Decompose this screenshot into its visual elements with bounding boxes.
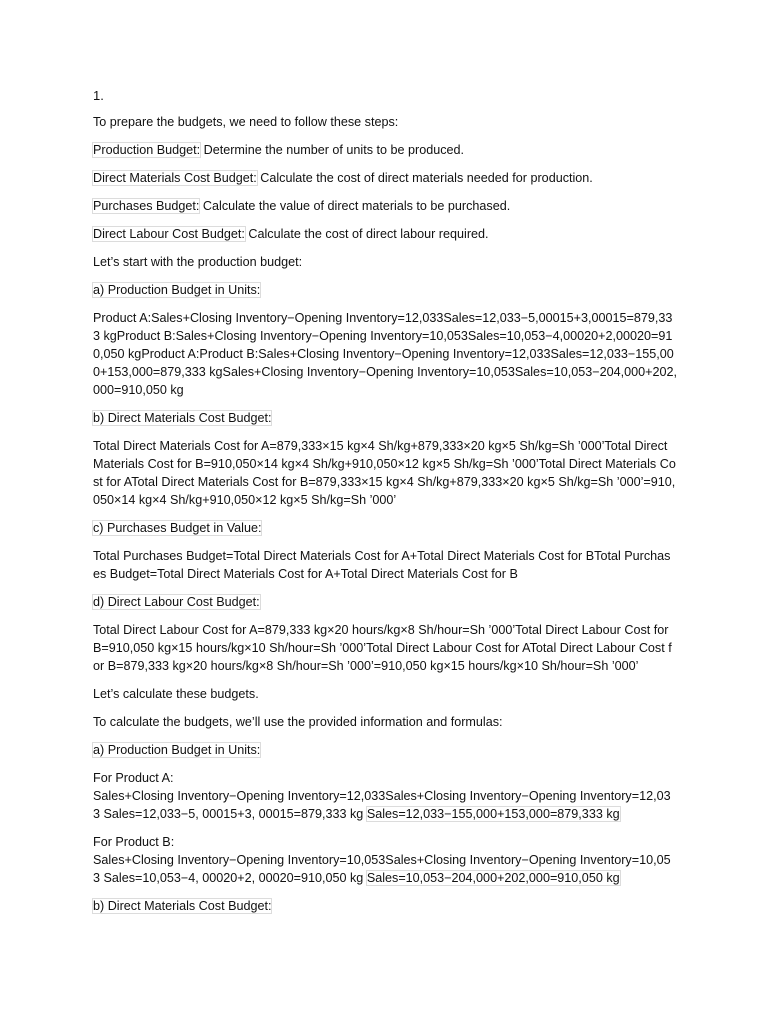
step-label: Direct Labour Cost Budget: [93, 227, 245, 241]
step-label: Purchases Budget: [93, 199, 200, 213]
product-b-label: For Product B: [93, 835, 175, 849]
calc-line: Let’s calculate these budgets. [93, 687, 259, 701]
product-a-block [93, 769, 677, 823]
section-a-title: a) Production Budget in Units: [93, 283, 261, 297]
intro-paragraph: To prepare the budgets, we need to follow these steps: [93, 115, 399, 129]
section-b2-title: b) Direct Materials Cost Budget: [93, 899, 272, 913]
product-b-block [93, 833, 677, 887]
section-number: 1. [93, 88, 104, 103]
product-b-formula-result: Sales=10,053−204,000+202,000=910,050 kg [366, 871, 620, 885]
section-b-formula: Total Direct Materials Cost for A=879,333×15 kg×4 Sh/kg+879,333×20 kg×5 Sh/kg=Sh ’000’Total Direct Materials Cost for B=910,050×14 kg×4 Sh/kg+910,050×12 kg×5 Sh/kg=Sh ’000’Total Direct Materials Cost for ATotal Direct Materials Cost for B=879,333×15 kg×4 Sh/kg+879,333×20 kg×5 Sh/kg=Sh ’000’=910,050×14 kg×4 Sh/kg+910,050×12 kg×5 Sh/kg=Sh ’000’ [93, 439, 676, 507]
step-text: Determine the number of units to be produced. [200, 143, 465, 157]
section-d-title: d) Direct Labour Cost Budget: [93, 595, 260, 609]
section-b-title: b) Direct Materials Cost Budget: [93, 411, 272, 425]
step-purchases [93, 197, 677, 215]
step-direct-materials [93, 169, 677, 187]
step-label: Production Budget: [93, 143, 201, 157]
product-b-formula: Sales+Closing Inventory−Opening Inventory=10,053Sales+Closing Inventory−Opening Inventory=10,053 Sales=10,053−4, 00020+2, 00020=910,050 kg [93, 853, 671, 885]
start-line: Let’s start with the production budget: [93, 255, 303, 269]
step-production-budget [93, 141, 677, 159]
product-a-formula: Sales+Closing Inventory−Opening Inventory=12,033Sales+Closing Inventory−Opening Inventory=12,033 Sales=12,033−5, 00015+3, 00015=879,333 kg [93, 789, 671, 821]
product-a-label: For Product A: [93, 771, 174, 785]
section-c-title: c) Purchases Budget in Value: [93, 521, 262, 535]
section-a-formula: Product A:Sales+Closing Inventory−Opening Inventory=12,033Sales=12,033−5,00015+3,00015=879,333 kgProduct B:Sales+Closing Inventory−Opening Inventory=10,053Sales=10,053−4,00020+2,00020=910,050 kgProduct A:Product B:Sales+Closing Inventory−Opening Inventory=12,033Sales=12,033−155,000+153,000=879,333 kgSales+Closing Inventory−Opening Inventory=10,053Sales=10,053−204,000+202,000=910,050 kg [93, 311, 677, 397]
step-text: Calculate the value of direct materials to be purchased. [199, 199, 511, 213]
step-direct-labour [93, 225, 677, 243]
section-d-formula: Total Direct Labour Cost for A=879,333 kg×20 hours/kg×8 Sh/hour=Sh ’000’Total Direct Labour Cost for B=910,050 kg×15 hours/kg×10 Sh/hour=Sh ’000’Total Direct Labour Cost for ATotal Direct Labour Cost for B=879,333 kg×20 hours/kg×8 Sh/hour=Sh ’000’=910,050 kg×15 hours/kg×10 Sh/hour=Sh ’000’ [93, 623, 672, 673]
step-text: Calculate the cost of direct labour required. [244, 227, 489, 241]
section-a2-title: a) Production Budget in Units: [93, 743, 261, 757]
step-label: Direct Materials Cost Budget: [93, 171, 257, 185]
section-c-formula: Total Purchases Budget=Total Direct Materials Cost for A+Total Direct Materials Cost for BTotal Purchases Budget=Total Direct Materials Cost for A+Total Direct Materials Cost for B [93, 549, 671, 581]
calc-intro: To calculate the budgets, we’ll use the provided information and formulas: [93, 715, 503, 729]
step-text: Calculate the cost of direct materials needed for production. [256, 171, 593, 185]
document-page [93, 88, 677, 925]
product-a-formula-result: Sales=12,033−155,000+153,000=879,333 kg [366, 807, 620, 821]
